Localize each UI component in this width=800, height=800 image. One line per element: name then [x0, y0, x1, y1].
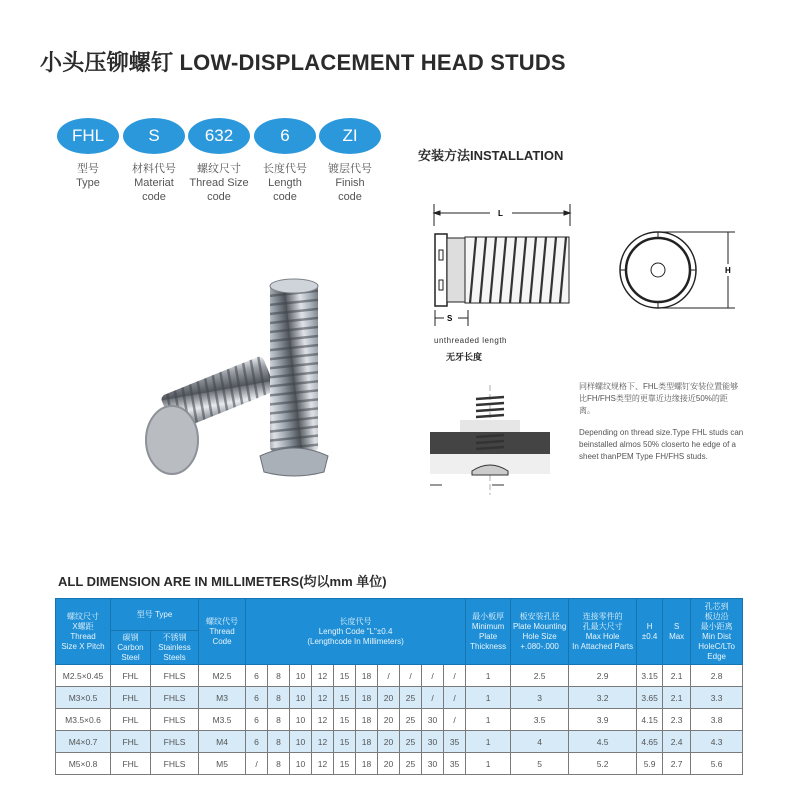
- header-mount-hole: 板安装孔径 Plate Mounting Hole Size +.080-.000: [511, 599, 569, 665]
- header-stainless: 不锈钢 Stainless Steels: [151, 631, 199, 665]
- code-label-cn: 型号: [77, 163, 99, 175]
- unthreaded-length-label: unthreaded length: [434, 336, 507, 345]
- sheet-edge-diagram-icon: [430, 385, 550, 495]
- code-pill: 6: [254, 118, 316, 154]
- technical-drawing-icon: [430, 200, 750, 340]
- table-section-title: ALL DIMENSION ARE IN MILLIMETERS(均以mm 单位): [58, 574, 387, 589]
- code-label-en2: code: [338, 191, 362, 203]
- code-label: [188, 162, 250, 204]
- code-label-cn: 材料代号: [132, 163, 176, 175]
- code-finish: [319, 118, 381, 204]
- code-label: [57, 162, 119, 190]
- dimension-table: [55, 598, 743, 775]
- code-label-en2: code: [142, 191, 166, 203]
- header-length-code: 长度代号 Length Code "L"±0.4 (Lengthcode In Millimeters): [246, 599, 466, 665]
- table-row: M3.5×0.6 FHL FHLS M3.5 6 8 10 12 15 18 20 25 30 / 1 3.5 3.9 4.15 2.3 3.8: [56, 709, 743, 731]
- code-label-en: Finish: [335, 177, 365, 189]
- code-label: [319, 162, 381, 204]
- code-pill: S: [123, 118, 185, 154]
- code-label-en2: code: [273, 191, 297, 203]
- header-min-dist: 孔芯到 板边沿 最小距离 Min Dist HoleC/LTo Edge: [691, 599, 743, 665]
- code-label-en: Length: [268, 177, 302, 189]
- code-thread-size: [188, 118, 250, 204]
- header-thread-code: 螺纹代号 Thread Code: [199, 599, 246, 665]
- table-row: M5×0.8 FHL FHLS M5 / 8 10 12 15 18 20 25 30 35 1 5 5.2 5.9 2.7 5.6: [56, 753, 743, 775]
- code-label-en: Materiat: [134, 177, 174, 189]
- code-label-cn: 镀层代号: [328, 163, 372, 175]
- code-label-en2: code: [207, 191, 231, 203]
- header-thread-size: 螺纹尺寸 X螺距 Thread Size X Pitch: [56, 599, 111, 665]
- code-label-cn: 螺纹尺寸: [197, 163, 241, 175]
- installation-drawing: [430, 200, 750, 345]
- header-h: H ±0.4: [637, 599, 663, 665]
- code-label-cn: 长度代号: [263, 163, 307, 175]
- installation-description-en: Depending on thread size.Type FHL studs can beinstalled almos 50% closerto he edge of a sheet thanPEM Type FH/FHS studs.: [579, 428, 744, 461]
- svg-text:H: H: [725, 266, 731, 275]
- stud-photo-icon: [120, 250, 400, 490]
- code-length: [254, 118, 316, 204]
- code-type: [57, 118, 119, 190]
- page-title: 小头压铆螺钉 LOW-DISPLACEMENT HEAD STUDS: [40, 50, 566, 75]
- code-pill: FHL: [57, 118, 119, 154]
- header-max-hole: 连接零件的 孔最大尺寸 Max Hole In Attached Parts: [569, 599, 637, 665]
- table-row: M4×0.7 FHL FHLS M4 6 8 10 12 15 18 20 25 30 35 1 4 4.5 4.65 2.4 4.3: [56, 731, 743, 753]
- header-s: S Max: [663, 599, 691, 665]
- svg-text:S: S: [447, 314, 453, 323]
- header-min-plate: 最小板厚 Minimum Plate Thickness: [466, 599, 511, 665]
- header-type: 型号 Type: [111, 599, 199, 631]
- installation-description-cn: 同样螺纹规格下、FHL类型螺钉安装位置能够比FH/FHS类型的更靠近边缘接近50%的距离。: [579, 382, 739, 415]
- code-pill: 632: [188, 118, 250, 154]
- header-carbon-steel: 碳钢 Carbon Steel: [111, 631, 151, 665]
- code-label: [123, 162, 185, 204]
- unthreaded-length-label-cn: 无牙长度: [446, 352, 483, 362]
- product-photo: [120, 250, 400, 495]
- sheet-edge-diagram: [430, 385, 550, 500]
- code-material: [123, 118, 185, 204]
- table-row: M3×0.5 FHL FHLS M3 6 8 10 12 15 18 20 25 / / 1 3 3.2 3.65 2.1 3.3: [56, 687, 743, 709]
- installation-title: 安装方法INSTALLATION: [418, 148, 564, 163]
- code-label: [254, 162, 316, 204]
- svg-text:L: L: [498, 209, 503, 218]
- table-row: M2.5×0.45 FHL FHLS M2.5 6 8 10 12 15 18 / / / / 1 2.5 2.9 3.15 2.1 2.8: [56, 665, 743, 687]
- code-pill: ZI: [319, 118, 381, 154]
- code-label-en: Type: [76, 177, 100, 189]
- code-label-en: Thread Size: [189, 177, 249, 189]
